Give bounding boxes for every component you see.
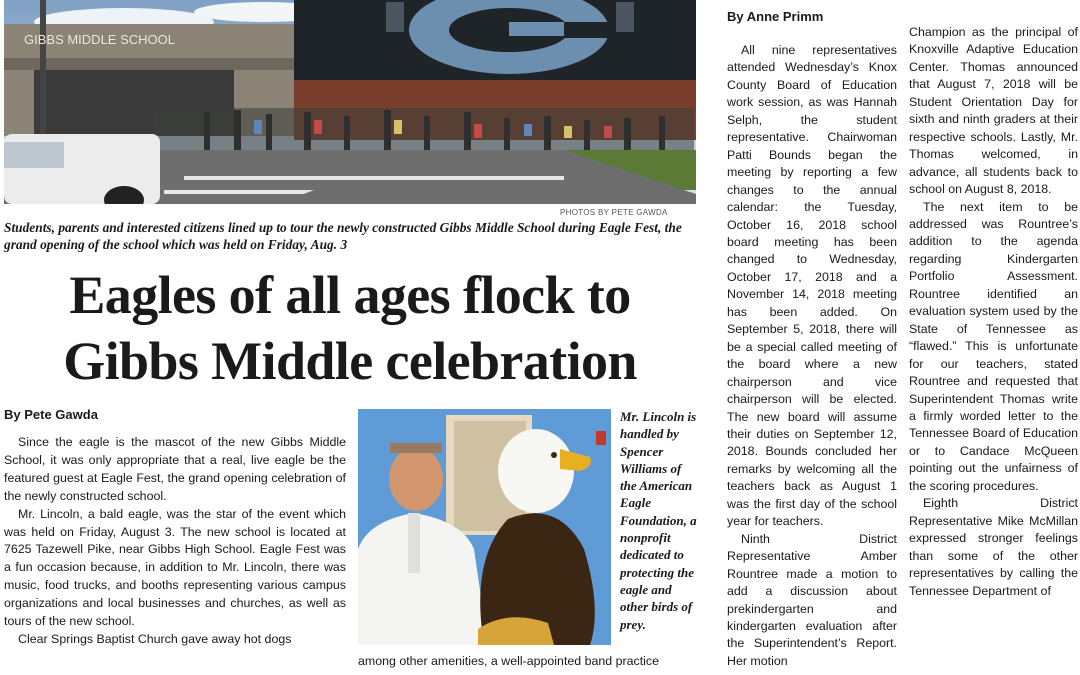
school-lineup-photo (4, 0, 696, 204)
board-story-column-left (727, 42, 897, 670)
eagle-photo-caption: Mr. Lincoln is handled by Spencer Williams of the American Eagle Foundation, a nonprofit dedicated to protecting the eagle and other birds of prey. (620, 409, 697, 632)
headline-line-1: Eagles of all ages flock to (69, 265, 631, 325)
article-paragraph: Since the eagle is the mascot of the new Gibbs Middle School, it was only appropriate that a real, live eagle be the featured guest at Eagle Fest, the grand opening celebration of the newly constructed school. (4, 435, 346, 503)
photo-credit: PHOTOS BY PETE GAWDA (560, 208, 668, 217)
article-paragraph: All nine representatives attended Wednesday’s Knox County Board of Education work session, as was Hannah Selph, the student representative. Chairwoman Patti Bounds began the meeting by reporting a few changes to the annual calendar: the Tuesday, October 16, 2018 school board meeting has been changed to Wednesday, October 17, 2018 and a November 14, 2018 meeting has been added. On September 5, 2018, there will be a special called meeting of the board where a new chairperson and vice chairperson will be elected. The new board will assume their duties on September 12, 2018. Bounds concluded her remarks by welcoming all the teachers back as August 1 was the first day of the school year for teachers. (727, 43, 897, 529)
photo-caption: Students, parents and interested citizens lined up to tour the newly constructed Gibbs Middle School during Eagle Fest, the grand opening of the school which was held on Friday, Aug. 3 (4, 220, 682, 252)
article-paragraph: Clear Springs Baptist Church gave away hot dogs (18, 631, 292, 646)
byline: By Pete Gawda (4, 407, 98, 422)
byline-board-story: By Anne Primm (727, 9, 824, 24)
headline (4, 262, 696, 394)
article-continuation: among other amenities, a well-appointed band practice (358, 654, 659, 668)
article-paragraph: Ninth District Representative Amber Rountree made a motion to add a discussion about prekindergarten and kindergarten evaluation after the Superintendent’s Report. Her motion (727, 531, 897, 668)
article-paragraph: The next item to be addressed was Rountree’s addition to the agenda regarding Kindergarten Portfolio Assessment. Rountree identified an evaluation system used by the State of Tennessee as “flawed.” This is unfortunate for our teachers, stated Rountree and requested that Superintendent Thomas write a firmly worded letter to the Tennessee Board of Education or to Candace McQueen pointing out the unfairness of the scoring procedures. (909, 199, 1078, 493)
building-sign: GIBBS MIDDLE SCHOOL (24, 32, 175, 47)
headline-line-2: Gibbs Middle celebration (63, 331, 637, 391)
eagle-handler-photo (358, 409, 611, 645)
article-paragraph: Eighth District Representative Mike McMillan expressed stronger feelings than some of the other representatives by calling the Tennessee Department of (909, 496, 1078, 598)
board-story-column-right (909, 24, 1078, 600)
article-body (4, 434, 346, 649)
article-paragraph: Mr. Lincoln, a bald eagle, was the star of the event which was held on Friday, August 3. The new school is located at 7625 Tazewell Pike, near Gibbs High School. Eagle Fest was a fun occasion because, in addition to Mr. Lincoln, there was music, food trucks, and booths representing various campus organizations and local businesses and churches, as well as tours of the new school. (4, 506, 346, 629)
article-paragraph: Champion as the principal of Knoxville Adaptive Education Center. Thomas announced that August 7, 2018 will be Student Orientation Day for sixth and ninth graders at their respective schools. Lastly, Mr. Thomas welcomed, in advance, all students back to school on August 8, 2018. (909, 25, 1078, 197)
